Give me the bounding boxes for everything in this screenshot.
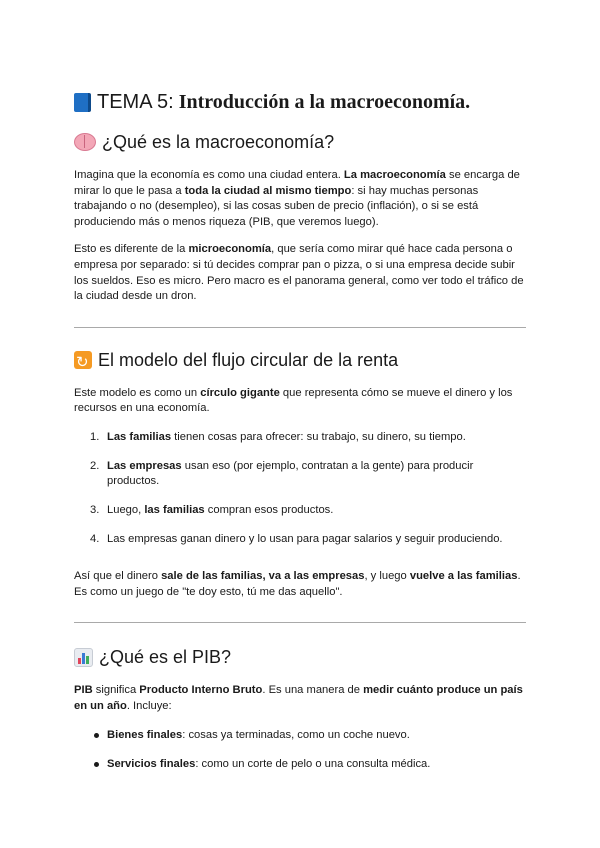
list-item [74,728,526,743]
text: . Es como un juego de "te doy esto, tú me das aquello". [74,569,521,598]
section-heading-flujo-circular [74,348,526,372]
list-number: 3. [90,503,100,516]
bold-text: PIB [74,684,93,697]
text: tienen cosas para ofrecer: su trabajo, su dinero, su tiempo. [171,430,466,443]
numbered-list [74,430,526,547]
horizontal-divider [74,622,526,623]
bold-text: toda la ciudad al mismo tiempo [184,184,352,197]
list-item [74,430,526,445]
paragraph [74,242,526,304]
horizontal-divider [74,327,526,328]
bullet-dot [94,762,99,767]
brain-icon [74,133,96,151]
paragraph [74,683,526,714]
text: Así que el dinero [74,569,162,582]
list-item [74,757,526,772]
text: : si hay muchas personas trabajando o no (desempleo), si las cosas suben de precio (inflación), o si se está produciendo más o menos riqueza (PIB, que veremos luego). [74,184,479,228]
text: , que sería como mirar qué hace cada persona o empresa por separado: si tú decides comprar pan o pizza, o si una empresa decide subir los sueldos. Eso es micro. Pero macro es el panorama general, como ver todo el tráfico de la ciudad desde un dron. [74,243,524,303]
cycle-arrows-icon [74,351,92,369]
section-heading-macroeconomia [74,130,526,154]
bold-text: las familias [144,503,205,516]
text: Este modelo es como un [74,386,201,399]
section-heading-text: El modelo del flujo circular de la renta [98,349,399,370]
text: . Es una manera de [262,684,364,697]
document-content [74,88,526,772]
text: Luego, [107,503,145,516]
title-main: Introducción a la macroeconomía. [178,91,471,113]
list-number: 1. [90,430,100,443]
blue-book-icon [74,93,91,112]
bullet-dot [94,733,99,738]
bold-text: La macroeconomía [343,169,446,181]
text: : cosas ya terminadas, como un coche nuevo. [182,729,410,742]
title-prefix: TEMA 5: [97,91,174,113]
text: compran esos productos. [204,503,334,516]
paragraph [74,569,526,600]
section-heading-text: ¿Qué es la macroeconomía? [102,132,335,152]
bold-text: vuelve a las familias [409,569,518,582]
section-heading-pib [74,645,526,669]
text: usan eso (por ejemplo, contratan a la gente) para producir productos. [107,459,474,487]
bold-text: Producto Interno Bruto [139,684,263,697]
list-number: 4. [90,532,100,545]
list-item [74,459,526,489]
bold-text: sale de las familias, va a las empresas [161,569,365,582]
list-number: 2. [90,459,100,472]
text: significa [92,684,140,697]
bold-text: microeconomía [188,243,272,256]
paragraph [74,168,526,230]
bold-text: Bienes finales [107,729,183,742]
text: Imagina que la economía es como una ciudad entera. [74,169,344,181]
bold-text: medir cuánto produce un país en un año [74,684,523,712]
bold-text: círculo gigante [200,386,280,399]
text: , y luego [364,569,410,582]
text: Las empresas ganan dinero y lo usan para pagar salarios y seguir produciendo. [107,532,503,545]
bold-text: Servicios finales [107,758,196,771]
text: : como un corte de pelo o una consulta médica. [195,758,431,771]
list-item [74,503,526,518]
text: se encarga de mirar lo que le pasa a [74,169,520,197]
text: que representa cómo se mueve el dinero y los recursos en una economía. [74,386,513,415]
bold-text: Las empresas [107,459,182,472]
list-item [74,532,526,547]
paragraph [74,386,526,417]
text: . Incluye: [126,699,172,712]
bullet-list [74,728,526,772]
section-heading-text: ¿Qué es el PIB? [99,647,232,668]
bold-text: Las familias [107,430,172,443]
text: Esto es diferente de la [74,243,189,256]
document-title [74,88,526,116]
bar-chart-icon [74,648,93,667]
